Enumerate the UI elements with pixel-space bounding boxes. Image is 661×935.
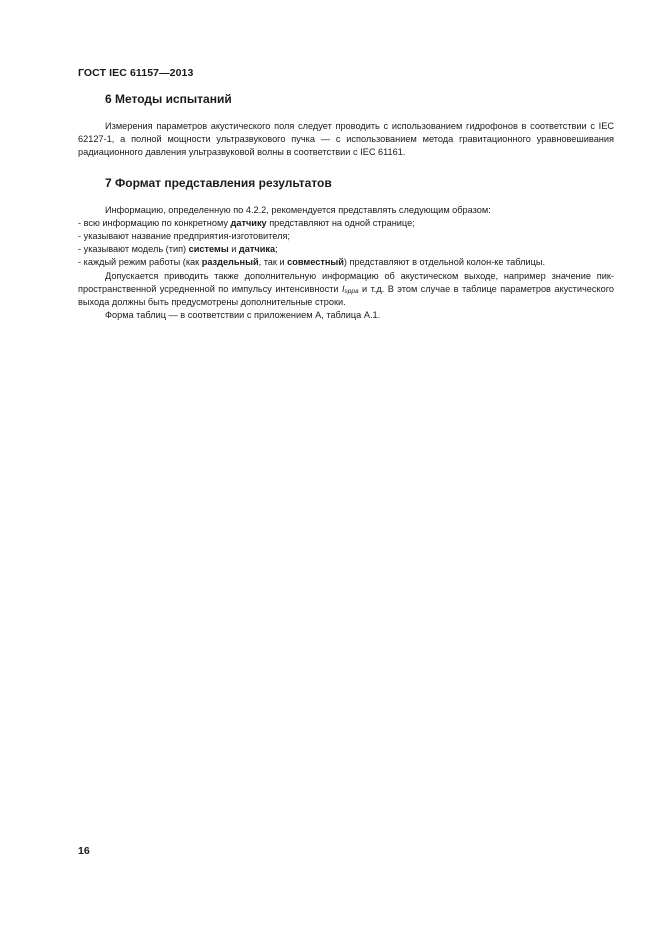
page-content bbox=[78, 92, 614, 322]
page-number: 16 bbox=[78, 845, 90, 857]
section-7-title: 7 Формат представления результатов bbox=[105, 175, 332, 190]
section-7-paragraph-2: Допускается приводить также дополнительную информацию об акустическом выходе, например значение пик-пространственной усредненной по импульсу интенсивности $I_{sppa}$ и т.д. В этом случае в таблице параметров акустического выхода должны быть предусмотрены дополнительные строки. bbox=[78, 270, 614, 308]
section-6-paragraph: Измерения параметров акустического поля следует проводить с использованием гидрофонов в соответствии с IEC 62127-1, а полной мощности ультразвукового пучка — с использованием метода гравитационного уравновешивания радиационного давления ультразвуковой волны в соответствии с IEC 61161. bbox=[78, 121, 614, 158]
list-item: - указывают модель (тип) системы и датчика; bbox=[78, 244, 278, 255]
list-item: - указывают название предприятия-изготовителя; bbox=[78, 231, 290, 242]
section-7-paragraph-3: Форма таблиц — в соответствии с приложением А, таблица А.1. bbox=[105, 310, 381, 321]
document-header: ГОСТ IEC 61157—2013 bbox=[78, 67, 194, 79]
section-7-intro: Информацию, определенную по 4.2.2, рекомендуется представлять следующим образом: bbox=[105, 204, 491, 215]
section-6-title: 6 Методы испытаний bbox=[105, 92, 232, 106]
list-item: - всю информацию по конкретному датчику представляют на одной странице; bbox=[78, 217, 415, 228]
list-item: - каждый режим работы (как раздельный, так и совместный) представляют в отдельной колон-ке таблицы. bbox=[78, 257, 546, 268]
